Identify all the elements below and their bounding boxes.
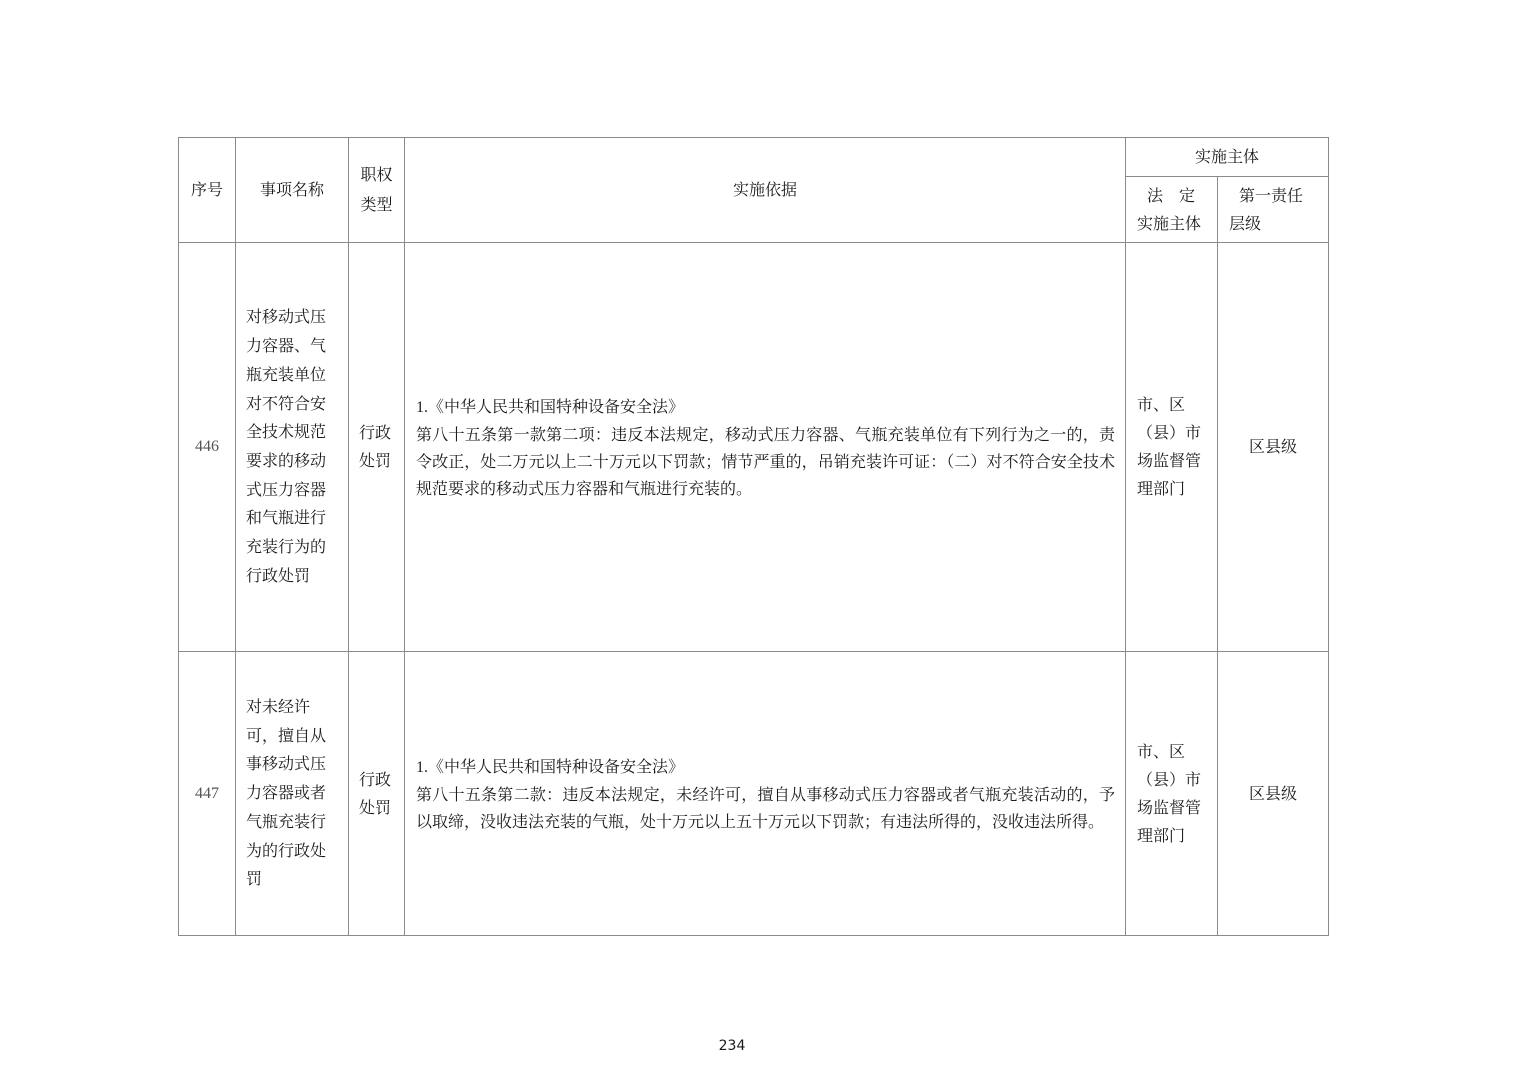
page-number: 234 <box>718 1038 746 1054</box>
header-legal-subject-line2: 实施主体 <box>1137 213 1202 233</box>
law-reference <box>416 753 1115 781</box>
row-legal-subject: 市、区（县）市场监督管理部门 <box>1126 652 1218 936</box>
law-number: 1. <box>416 758 428 776</box>
header-legal-subject-line1: 法 定 <box>1147 185 1196 205</box>
row-legal-subject: 市、区（县）市场监督管理部门 <box>1126 243 1218 652</box>
row-power-type: 行政处罚 <box>349 652 405 936</box>
enforcement-items-table <box>178 137 1329 936</box>
row-power-type: 行政处罚 <box>349 243 405 652</box>
header-name: 事项名称 <box>236 138 349 243</box>
law-clause: 第八十五条第二款：违反本法规定，未经许可，擅自从事移动式压力容器或者气瓶充装活动的，予以取缔，没收违法充装的气瓶，处十万元以上五十万元以下罚款；有违法所得的，没收违法所得。 <box>416 784 1115 831</box>
header-subject-group: 实施主体 <box>1126 138 1329 177</box>
row-legal-basis <box>405 243 1126 652</box>
header-type-text: 职权类型 <box>360 165 393 214</box>
header-first-resp-line1: 第一责任 <box>1239 185 1304 205</box>
row-item-name: 对移动式压力容器、气瓶充装单位对不符合安全技术规范要求的移动式压力容器和气瓶进行充装行为的行政处罚 <box>236 243 349 652</box>
row-seq: 446 <box>179 243 236 652</box>
header-seq: 序号 <box>179 138 236 243</box>
row-responsibility-level: 区县级 <box>1218 652 1329 936</box>
law-title: 《中华人民共和国特种设备安全法》 <box>428 756 685 776</box>
row-item-name: 对未经许可，擅自从事移动式压力容器或者气瓶充装行为的行政处罚 <box>236 652 349 936</box>
regulation-table-sheet <box>178 137 1329 936</box>
row-responsibility-level: 区县级 <box>1218 243 1329 652</box>
header-type <box>349 138 405 243</box>
header-first-resp-line2: 层级 <box>1229 213 1262 233</box>
row-legal-basis <box>405 652 1126 936</box>
table-row <box>179 243 1329 652</box>
table-row <box>179 652 1329 936</box>
row-seq: 447 <box>179 652 236 936</box>
law-number: 1. <box>416 398 428 416</box>
law-clause: 第八十五条第一款第二项：违反本法规定，移动式压力容器、气瓶充装单位有下列行为之一的，责令改正，处二万元以上二十万元以下罚款；情节严重的，吊销充装许可证：（二）对不符合安全技术规范要求的移动式压力容器和气瓶进行充装的。 <box>416 424 1115 498</box>
law-title: 《中华人民共和国特种设备安全法》 <box>428 396 685 416</box>
header-basis: 实施依据 <box>405 138 1126 243</box>
header-legal-subject <box>1126 177 1218 243</box>
header-first-responsibility <box>1218 177 1329 243</box>
table-header <box>179 138 1329 243</box>
law-reference <box>416 393 1115 421</box>
